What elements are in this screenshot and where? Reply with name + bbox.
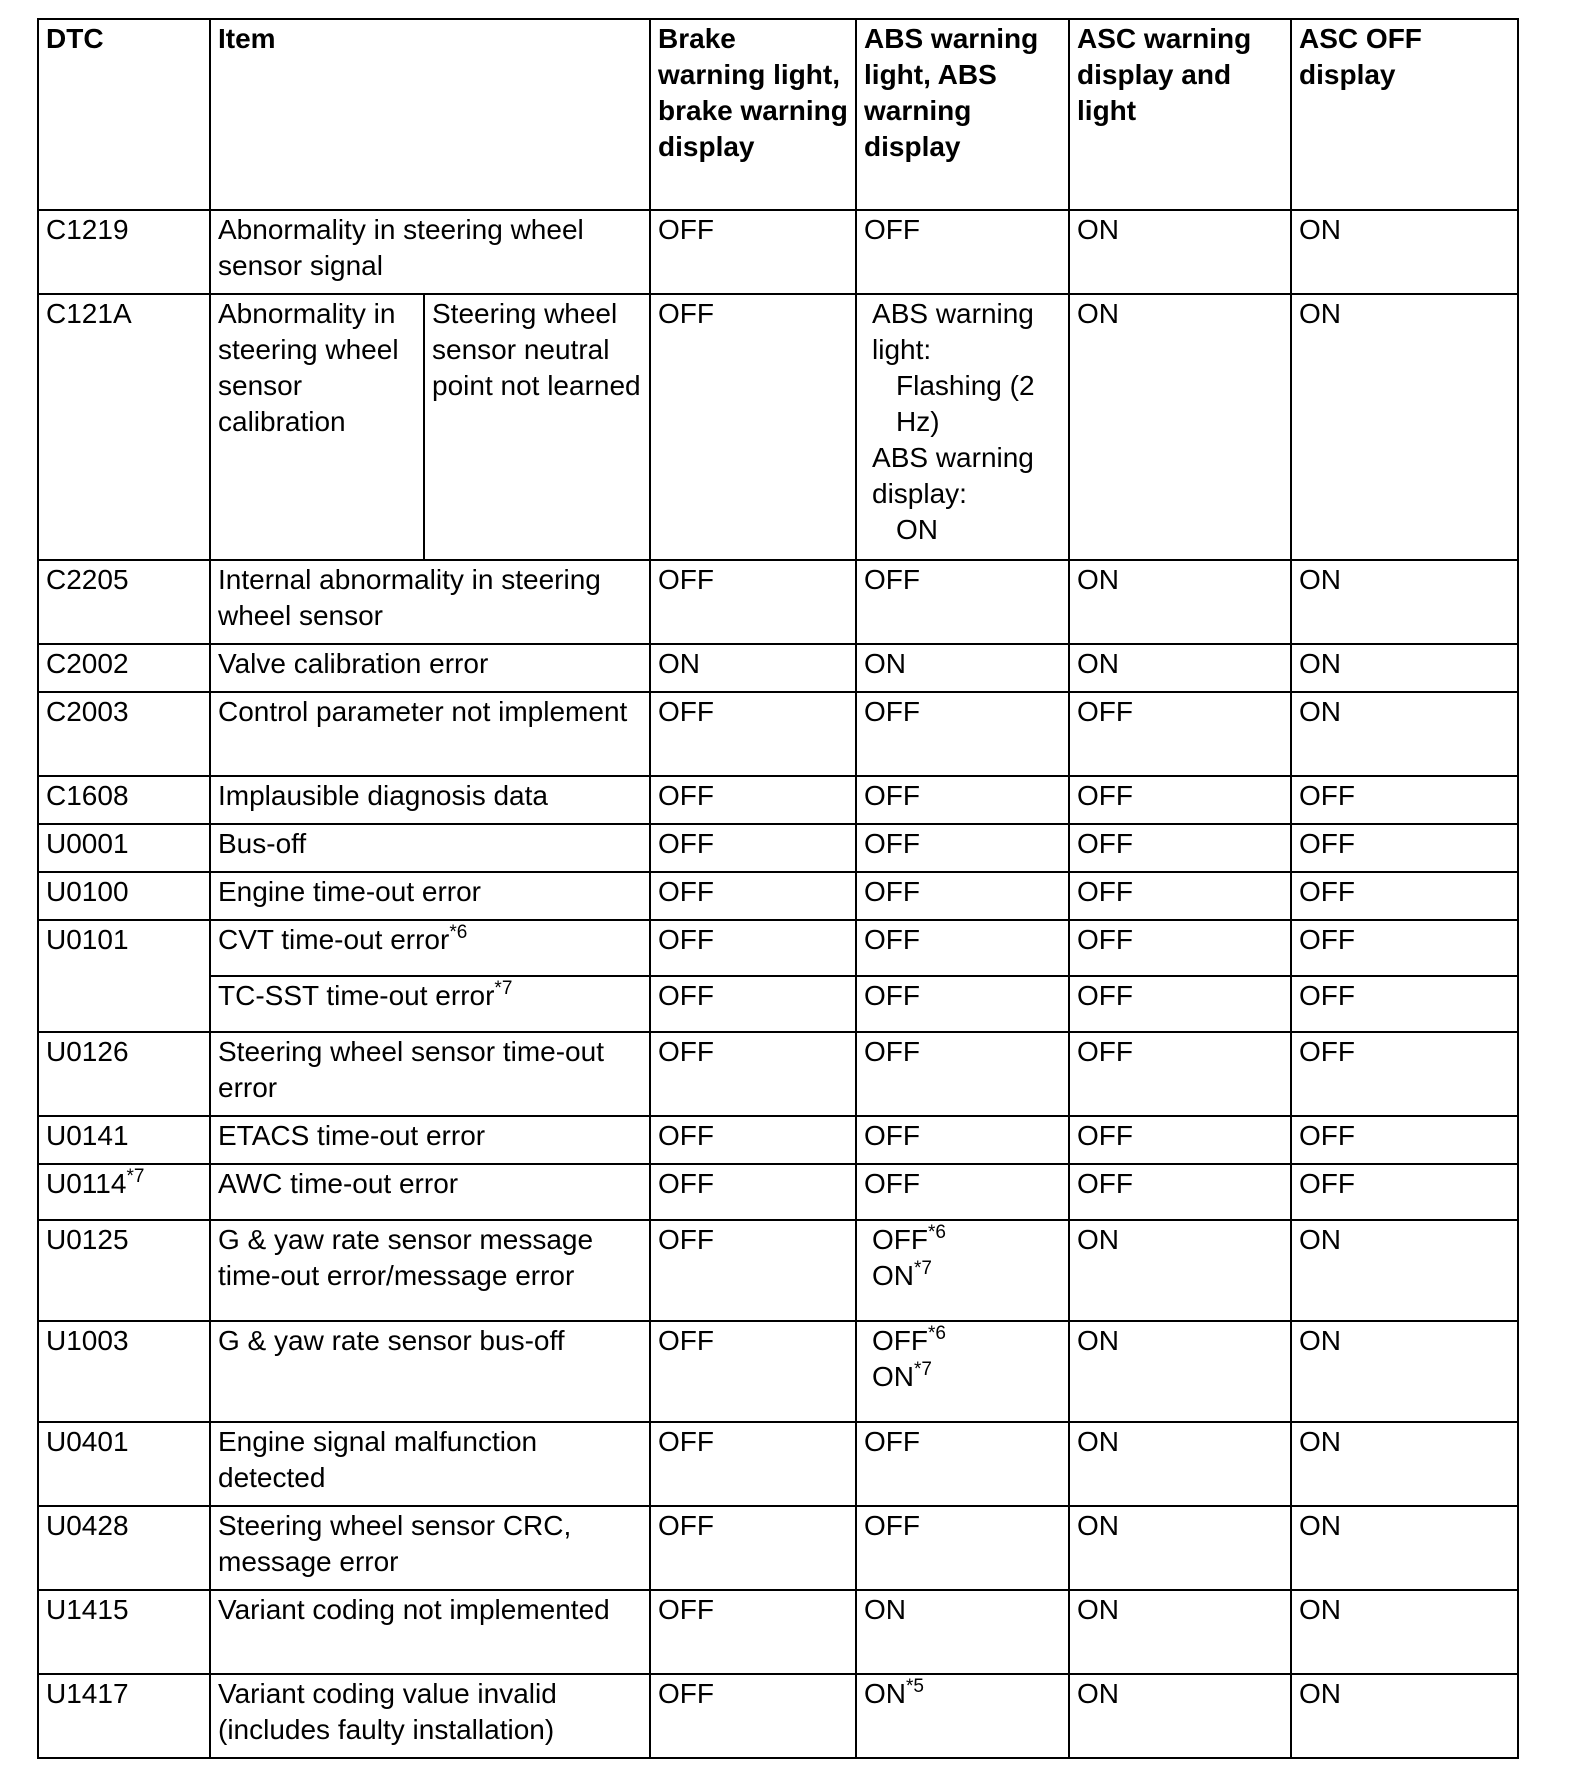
item-description: ETACS time-out error <box>210 1116 650 1164</box>
abs-status: OFF <box>856 776 1069 824</box>
abs-value: ON <box>872 1260 915 1291</box>
footnote-ref: *6 <box>928 1222 946 1243</box>
table-row <box>38 294 1518 560</box>
table-row <box>38 1116 1518 1164</box>
item-description: Control parameter not implement <box>210 692 650 776</box>
dtc-text: U0114 <box>46 1168 127 1199</box>
abs-status: OFF <box>856 1032 1069 1116</box>
dtc-code: C1219 <box>38 210 210 294</box>
brake-status: OFF <box>650 560 856 644</box>
abs-light-value: Flashing (2 Hz) <box>896 370 1035 437</box>
asc-warning-status: OFF <box>1069 1116 1291 1164</box>
brake-status: OFF <box>650 294 856 560</box>
asc-off-status: ON <box>1291 560 1518 644</box>
dtc-code: U0125 <box>38 1220 210 1321</box>
abs-value: OFF <box>872 1325 929 1356</box>
abs-value-line <box>864 1222 1061 1258</box>
footnote-ref: *5 <box>906 1676 924 1697</box>
footnote-ref: *7 <box>914 1258 932 1279</box>
asc-off-status: OFF <box>1291 1032 1518 1116</box>
table-row <box>38 976 1518 1032</box>
brake-status: OFF <box>650 1321 856 1422</box>
asc-warning-status: ON <box>1069 1321 1291 1422</box>
abs-status: ON <box>856 1590 1069 1674</box>
abs-status <box>856 294 1069 560</box>
abs-status: OFF <box>856 1422 1069 1506</box>
abs-status: OFF <box>856 1116 1069 1164</box>
asc-warning-status: OFF <box>1069 1164 1291 1220</box>
asc-off-status: ON <box>1291 644 1518 692</box>
header-brake-warning: Brake warning light, brake warning display <box>650 19 856 210</box>
table-row <box>38 1674 1518 1758</box>
asc-off-status: ON <box>1291 1590 1518 1674</box>
asc-off-status: ON <box>1291 692 1518 776</box>
footnote-ref: *7 <box>126 1166 145 1187</box>
asc-warning-status: ON <box>1069 1674 1291 1758</box>
item-description: Variant coding value invalid (includes faulty installation) <box>210 1674 650 1758</box>
item-description: AWC time-out error <box>210 1164 650 1220</box>
brake-status: ON <box>650 644 856 692</box>
abs-value-line <box>864 1323 1061 1359</box>
asc-off-status: ON <box>1291 1506 1518 1590</box>
item-description: Bus-off <box>210 824 650 872</box>
asc-off-status: OFF <box>1291 976 1518 1032</box>
brake-status: OFF <box>650 824 856 872</box>
footnote-ref: *6 <box>449 922 468 943</box>
table-row <box>38 1321 1518 1422</box>
asc-warning-status: ON <box>1069 1220 1291 1321</box>
asc-off-status: ON <box>1291 1422 1518 1506</box>
asc-off-status: ON <box>1291 1674 1518 1758</box>
abs-display-value: ON <box>896 514 939 545</box>
item-description: Steering wheel sensor time-out error <box>210 1032 650 1116</box>
table-row <box>38 824 1518 872</box>
abs-light-label: ABS warning light: <box>872 298 1034 365</box>
dtc-code: U0126 <box>38 1032 210 1116</box>
abs-status: OFF <box>856 824 1069 872</box>
brake-status: OFF <box>650 1506 856 1590</box>
asc-warning-status: ON <box>1069 560 1291 644</box>
brake-status: OFF <box>650 976 856 1032</box>
abs-status: OFF <box>856 210 1069 294</box>
asc-warning-status: ON <box>1069 210 1291 294</box>
header-dtc: DTC <box>38 19 210 210</box>
header-item: Item <box>210 19 650 210</box>
asc-warning-status: ON <box>1069 1506 1291 1590</box>
brake-status: OFF <box>650 692 856 776</box>
footnote-ref: *7 <box>494 978 513 999</box>
item-description <box>210 920 650 976</box>
asc-off-status: ON <box>1291 210 1518 294</box>
table-row <box>38 1422 1518 1506</box>
table-row <box>38 1164 1518 1220</box>
item-sub-description: Steering wheel sensor neutral point not learned <box>424 294 650 560</box>
item-description: Engine time-out error <box>210 872 650 920</box>
brake-status: OFF <box>650 1116 856 1164</box>
footnote-ref: *6 <box>928 1323 946 1344</box>
dtc-table <box>37 18 1519 1759</box>
abs-value-line <box>864 1359 1061 1395</box>
abs-status: OFF <box>856 1164 1069 1220</box>
item-description: Abnormality in steering wheel sensor signal <box>210 210 650 294</box>
item-description: G & yaw rate sensor bus-off <box>210 1321 650 1422</box>
asc-warning-status: ON <box>1069 1590 1291 1674</box>
item-text: TC-SST time-out error <box>218 980 495 1011</box>
brake-status: OFF <box>650 1590 856 1674</box>
table-row <box>38 776 1518 824</box>
asc-off-status: OFF <box>1291 872 1518 920</box>
dtc-code <box>38 1164 210 1220</box>
item-description: Variant coding not implemented <box>210 1590 650 1674</box>
brake-status: OFF <box>650 1164 856 1220</box>
item-description: Internal abnormality in steering wheel sensor <box>210 560 650 644</box>
abs-status: OFF <box>856 976 1069 1032</box>
item-description: Abnormality in steering wheel sensor calibration <box>210 294 424 560</box>
abs-status: ON <box>856 644 1069 692</box>
abs-value: ON <box>864 1678 907 1709</box>
item-description: G & yaw rate sensor message time-out error/message error <box>210 1220 650 1321</box>
dtc-code: U0100 <box>38 872 210 920</box>
header-abs-warning: ABS warning light, ABS warning display <box>856 19 1069 210</box>
dtc-code: U0001 <box>38 824 210 872</box>
brake-status: OFF <box>650 872 856 920</box>
brake-status: OFF <box>650 776 856 824</box>
dtc-code: C1608 <box>38 776 210 824</box>
abs-status: OFF <box>856 560 1069 644</box>
asc-warning-status: ON <box>1069 1422 1291 1506</box>
brake-status: OFF <box>650 1032 856 1116</box>
table-row <box>38 1220 1518 1321</box>
asc-warning-status: OFF <box>1069 976 1291 1032</box>
table-row <box>38 1590 1518 1674</box>
asc-warning-status: ON <box>1069 294 1291 560</box>
brake-status: OFF <box>650 1674 856 1758</box>
asc-off-status: OFF <box>1291 1164 1518 1220</box>
asc-warning-status: OFF <box>1069 920 1291 976</box>
dtc-code: C121A <box>38 294 210 560</box>
asc-off-status: ON <box>1291 1321 1518 1422</box>
abs-status: OFF <box>856 920 1069 976</box>
header-asc-off: ASC OFF display <box>1291 19 1518 210</box>
abs-status: OFF <box>856 872 1069 920</box>
table-row <box>38 210 1518 294</box>
dtc-code: C2002 <box>38 644 210 692</box>
brake-status: OFF <box>650 210 856 294</box>
item-description: Implausible diagnosis data <box>210 776 650 824</box>
item-description: Engine signal malfunction detected <box>210 1422 650 1506</box>
table-row <box>38 1032 1518 1116</box>
dtc-code: C2205 <box>38 560 210 644</box>
abs-value: ON <box>872 1361 915 1392</box>
item-description: Steering wheel sensor CRC, message error <box>210 1506 650 1590</box>
abs-display-label: ABS warning display: <box>872 442 1034 509</box>
asc-off-status: ON <box>1291 1220 1518 1321</box>
abs-status <box>856 1321 1069 1422</box>
asc-off-status: OFF <box>1291 776 1518 824</box>
header-asc-warning: ASC warning display and light <box>1069 19 1291 210</box>
table-row <box>38 1506 1518 1590</box>
abs-status <box>856 1220 1069 1321</box>
abs-value: OFF <box>872 1224 929 1255</box>
asc-warning-status: OFF <box>1069 872 1291 920</box>
abs-status: OFF <box>856 1506 1069 1590</box>
asc-warning-status: ON <box>1069 644 1291 692</box>
brake-status: OFF <box>650 1220 856 1321</box>
dtc-code: U0428 <box>38 1506 210 1590</box>
dtc-code: U1003 <box>38 1321 210 1422</box>
item-text: CVT time-out error <box>218 924 450 955</box>
dtc-code: U0101 <box>38 920 210 1032</box>
brake-status: OFF <box>650 1422 856 1506</box>
asc-off-status: OFF <box>1291 920 1518 976</box>
table-row <box>38 692 1518 776</box>
asc-warning-status: OFF <box>1069 692 1291 776</box>
abs-status <box>856 1674 1069 1758</box>
abs-status: OFF <box>856 692 1069 776</box>
table-row <box>38 560 1518 644</box>
table-row <box>38 920 1518 976</box>
asc-warning-status: OFF <box>1069 776 1291 824</box>
item-description: Valve calibration error <box>210 644 650 692</box>
abs-value-line <box>864 1258 1061 1294</box>
table-row <box>38 872 1518 920</box>
asc-off-status: ON <box>1291 294 1518 560</box>
asc-warning-status: OFF <box>1069 1032 1291 1116</box>
dtc-code: U0141 <box>38 1116 210 1164</box>
dtc-code: U0401 <box>38 1422 210 1506</box>
table-row <box>38 644 1518 692</box>
dtc-code: U1417 <box>38 1674 210 1758</box>
asc-off-status: OFF <box>1291 824 1518 872</box>
asc-warning-status: OFF <box>1069 824 1291 872</box>
dtc-code: U1415 <box>38 1590 210 1674</box>
footnote-ref: *7 <box>914 1359 932 1380</box>
asc-off-status: OFF <box>1291 1116 1518 1164</box>
dtc-code: C2003 <box>38 692 210 776</box>
item-description <box>210 976 650 1032</box>
header-row <box>38 19 1518 210</box>
brake-status: OFF <box>650 920 856 976</box>
